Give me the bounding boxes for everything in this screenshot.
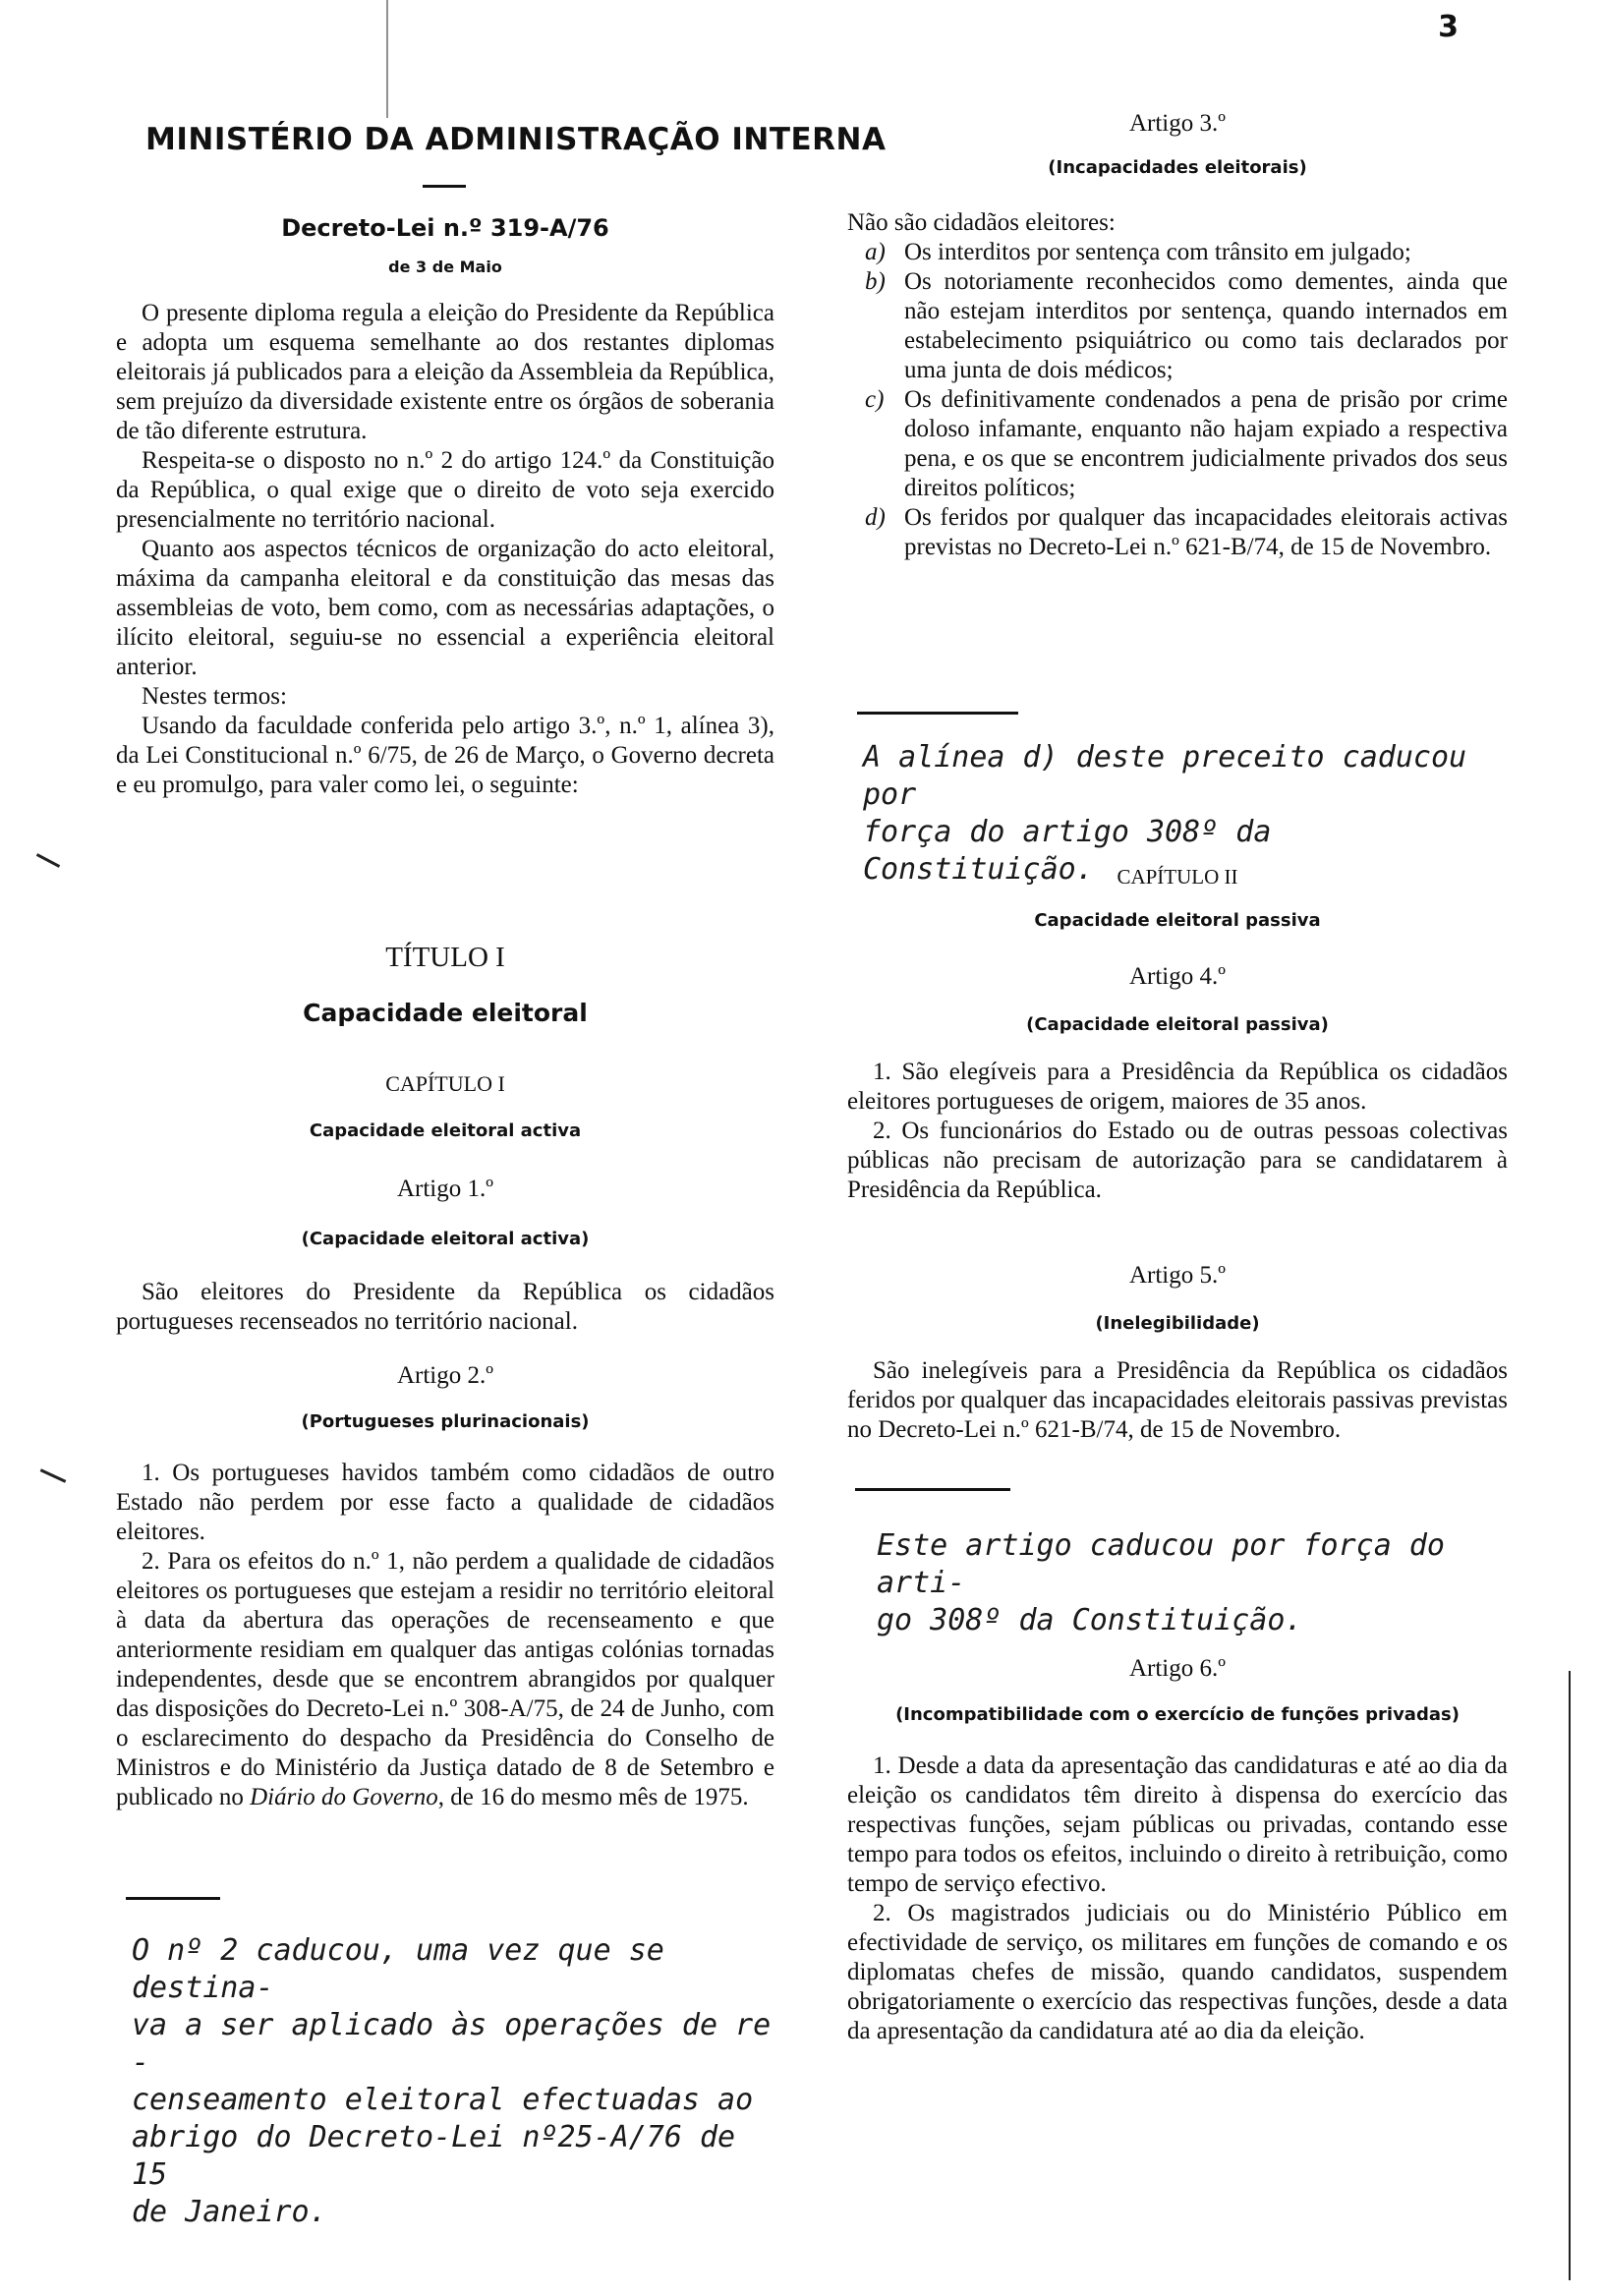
divider bbox=[423, 185, 466, 188]
preamble-paragraph: O presente diploma regula a eleição do Presidente da República e adopta um esquema semelhante ao dos restantes diplomas eleitorais já publicados para a eleição da Assembleia da República, sem prejuízo da diversidade existente entre os órgãos de soberania de tão diferente estrutura. bbox=[116, 300, 774, 444]
article-6-paragraph: 2. Os magistrados judiciais ou do Ministério Público em efectividade de serviço, os militares em funções de comando e os diplomatas chefes de missão, quando candidatos, suspendem obrigatoriamente o exercício das respectivas funções, desde a data da apresentação da candidatura até ao dia da eleição. bbox=[847, 1900, 1508, 2044]
note-line: O nº 2 caducou, uma vez que se destina- bbox=[132, 1933, 664, 2005]
article-5-heading: Artigo 5.º bbox=[1128, 1262, 1227, 1289]
article-2-paragraph: 2. Para os efeitos do n.º 1, não perdem a qualidade de cidadãos eleitores os portugueses que estejam a residir no território eleitoral à data da abertura das operações de recenseamento e que anteriormente residiam em qualquer das antigas colónias tornadas independentes, desde que se encontrem abrangidos por qualquer das disposições do Decreto-Lei n.º 308-A/75, de 24 de Junho, com o esclarecimento do despacho da Presidência do Conselho de Ministros e do Ministério da Justiça datado de 8 de Setembro e publicado no Diário do Governo, de 16 do mesmo mês de 1975. bbox=[116, 1548, 774, 1810]
article-3-intro: Não são cidadãos eleitores: bbox=[847, 209, 1116, 236]
note-line: Este artigo caducou por força do arti- bbox=[877, 1528, 1445, 1600]
article-2-heading: Artigo 2.º bbox=[396, 1362, 494, 1389]
article-6-text bbox=[847, 1751, 1508, 2046]
note-divider bbox=[855, 1488, 1010, 1491]
titulo-name: Capacidade eleitoral bbox=[303, 999, 588, 1027]
article-6-heading: Artigo 6.º bbox=[1128, 1655, 1227, 1682]
note-line: go 308º da Constituição. bbox=[877, 1603, 1303, 1637]
article-1-text bbox=[116, 1278, 774, 1337]
article-5-paragraph: São inelegíveis para a Presidência da República os cidadãos feridos por qualquer das incapacidades eleitorais passivas previstas no Decreto-Lei n.º 621-B/74, de 15 de Novembro. bbox=[847, 1357, 1508, 1443]
article-2-paragraph: 1. Os portugueses havidos também como cidadãos de outro Estado não perdem por esse facto a qualidade de cidadãos eleitores. bbox=[116, 1460, 774, 1545]
article-2-text bbox=[116, 1459, 774, 1812]
note-divider bbox=[126, 1897, 220, 1900]
note-line: abrigo do Decreto-Lei nº25-A/76 de 15 bbox=[132, 2120, 736, 2192]
list-item: d) Os feridos por qualquer das incapacidades eleitorais activas previstas no Decreto-Lei n.º 621-B/74, de 15 de Novembro. bbox=[865, 504, 1508, 560]
note-line: va a ser aplicado às operações de re - bbox=[132, 2008, 772, 2080]
article-4-paragraph: 2. Os funcionários do Estado ou de outras pessoas colectivas públicas não precisam de autorização para se candidatarem à Presidência da República. bbox=[847, 1118, 1508, 1203]
article-5-title: (Inelegibilidade) bbox=[1095, 1313, 1260, 1334]
article-1-title: (Capacidade eleitoral activa) bbox=[301, 1229, 590, 1249]
article-4-heading: Artigo 4.º bbox=[1128, 963, 1227, 990]
note-divider bbox=[857, 712, 1018, 715]
article-5-text bbox=[847, 1356, 1508, 1445]
article-1-heading: Artigo 1.º bbox=[396, 1176, 494, 1202]
preamble-paragraph: Quanto aos aspectos técnicos de organização do acto eleitoral, máxima da campanha eleitoral e da constituição das mesas das assembleias de voto, bem como, com as necessárias adaptações, o ilícito eleitoral, seguiu-se no essencial a experiência eleitoral anterior. bbox=[116, 536, 774, 680]
article-1-paragraph: São eleitores do Presidente da República os cidadãos portugueses recenseados no território nacional. bbox=[116, 1279, 774, 1335]
handwritten-note bbox=[877, 1527, 1506, 1639]
article-4-title: (Capacidade eleitoral passiva) bbox=[1026, 1014, 1329, 1035]
article-6-title: (Incompatibilidade com o exercício de funções privadas) bbox=[895, 1704, 1460, 1725]
preamble-paragraph: Nestes termos: bbox=[142, 683, 287, 710]
note-line: de Janeiro. bbox=[132, 2195, 327, 2229]
capitulo-heading: CAPÍTULO II bbox=[1117, 865, 1238, 889]
list-item: b) Os notoriamente reconhecidos como dementes, ainda que não estejam interditos por sentença, quando internados em estabelecimento psiquiátrico ou como tais declarados por uma junta de dois médicos; bbox=[865, 268, 1508, 383]
article-3-text bbox=[847, 208, 1508, 562]
titulo-heading: TÍTULO I bbox=[385, 942, 505, 973]
capitulo-name: Capacidade eleitoral activa bbox=[309, 1120, 582, 1141]
page-number: 3 bbox=[1438, 10, 1459, 44]
note-line: censeamento eleitoral efectuadas ao bbox=[132, 2083, 754, 2117]
article-6-paragraph: 1. Desde a data da apresentação das candidaturas e até ao dia da eleição os candidatos têm direito à dispensa do exercício das respectivas funções, sejam públicas ou privadas, contando esse tempo para todos os efeitos, incluindo o direito à retribuição, como tempo de serviço efectivo. bbox=[847, 1752, 1508, 1897]
preamble-paragraph: Usando da faculdade conferida pelo artigo 3.º, n.º 1, alínea 3), da Lei Constitucional n.º 6/75, de 26 de Março, o Governo decreta e eu promulgo, para valer como lei, o seguinte: bbox=[116, 713, 774, 798]
scan-mark bbox=[40, 1468, 67, 1483]
ministry-heading: MINISTÉRIO DA ADMINISTRAÇÃO INTERNA bbox=[145, 122, 887, 157]
article-3-title: (Incapacidades eleitorais) bbox=[1048, 157, 1307, 178]
capitulo-name: Capacidade eleitoral passiva bbox=[1034, 910, 1321, 931]
article-4-text bbox=[847, 1058, 1508, 1205]
article-2-title: (Portugueses plurinacionais) bbox=[301, 1411, 590, 1432]
list-item: a) Os interditos por sentença com trânsito em julgado; bbox=[865, 239, 1411, 265]
note-line: A alínea d) deste preceito caducou por bbox=[863, 740, 1467, 812]
scan-edge-line bbox=[1569, 1671, 1571, 2280]
decree-date: de 3 de Maio bbox=[388, 258, 502, 276]
note-line: força do artigo 308º da Constituição. bbox=[863, 815, 1272, 887]
preamble-paragraph: Respeita-se o disposto no n.º 2 do artigo 124.º da Constituição da República, o qual exige que o direito de voto seja exercido presencialmente no território nacional. bbox=[116, 447, 774, 533]
decree-title: Decreto-Lei n.º 319-A/76 bbox=[281, 214, 609, 242]
handwritten-note bbox=[132, 1932, 780, 2231]
fold-line bbox=[386, 0, 388, 118]
scan-mark bbox=[36, 853, 60, 868]
preamble bbox=[116, 299, 774, 800]
list-item: c) Os definitivamente condenados a pena de prisão por crime doloso infamante, enquanto não hajam expiado a respectiva pena, e os que se encontrem judicialmente privados dos seus direitos políticos; bbox=[865, 386, 1508, 501]
capitulo-heading: CAPÍTULO I bbox=[385, 1071, 505, 1096]
article-3-heading: Artigo 3.º bbox=[1128, 110, 1227, 137]
article-4-paragraph: 1. São elegíveis para a Presidência da República os cidadãos eleitores portugueses de origem, maiores de 35 anos. bbox=[847, 1059, 1508, 1115]
